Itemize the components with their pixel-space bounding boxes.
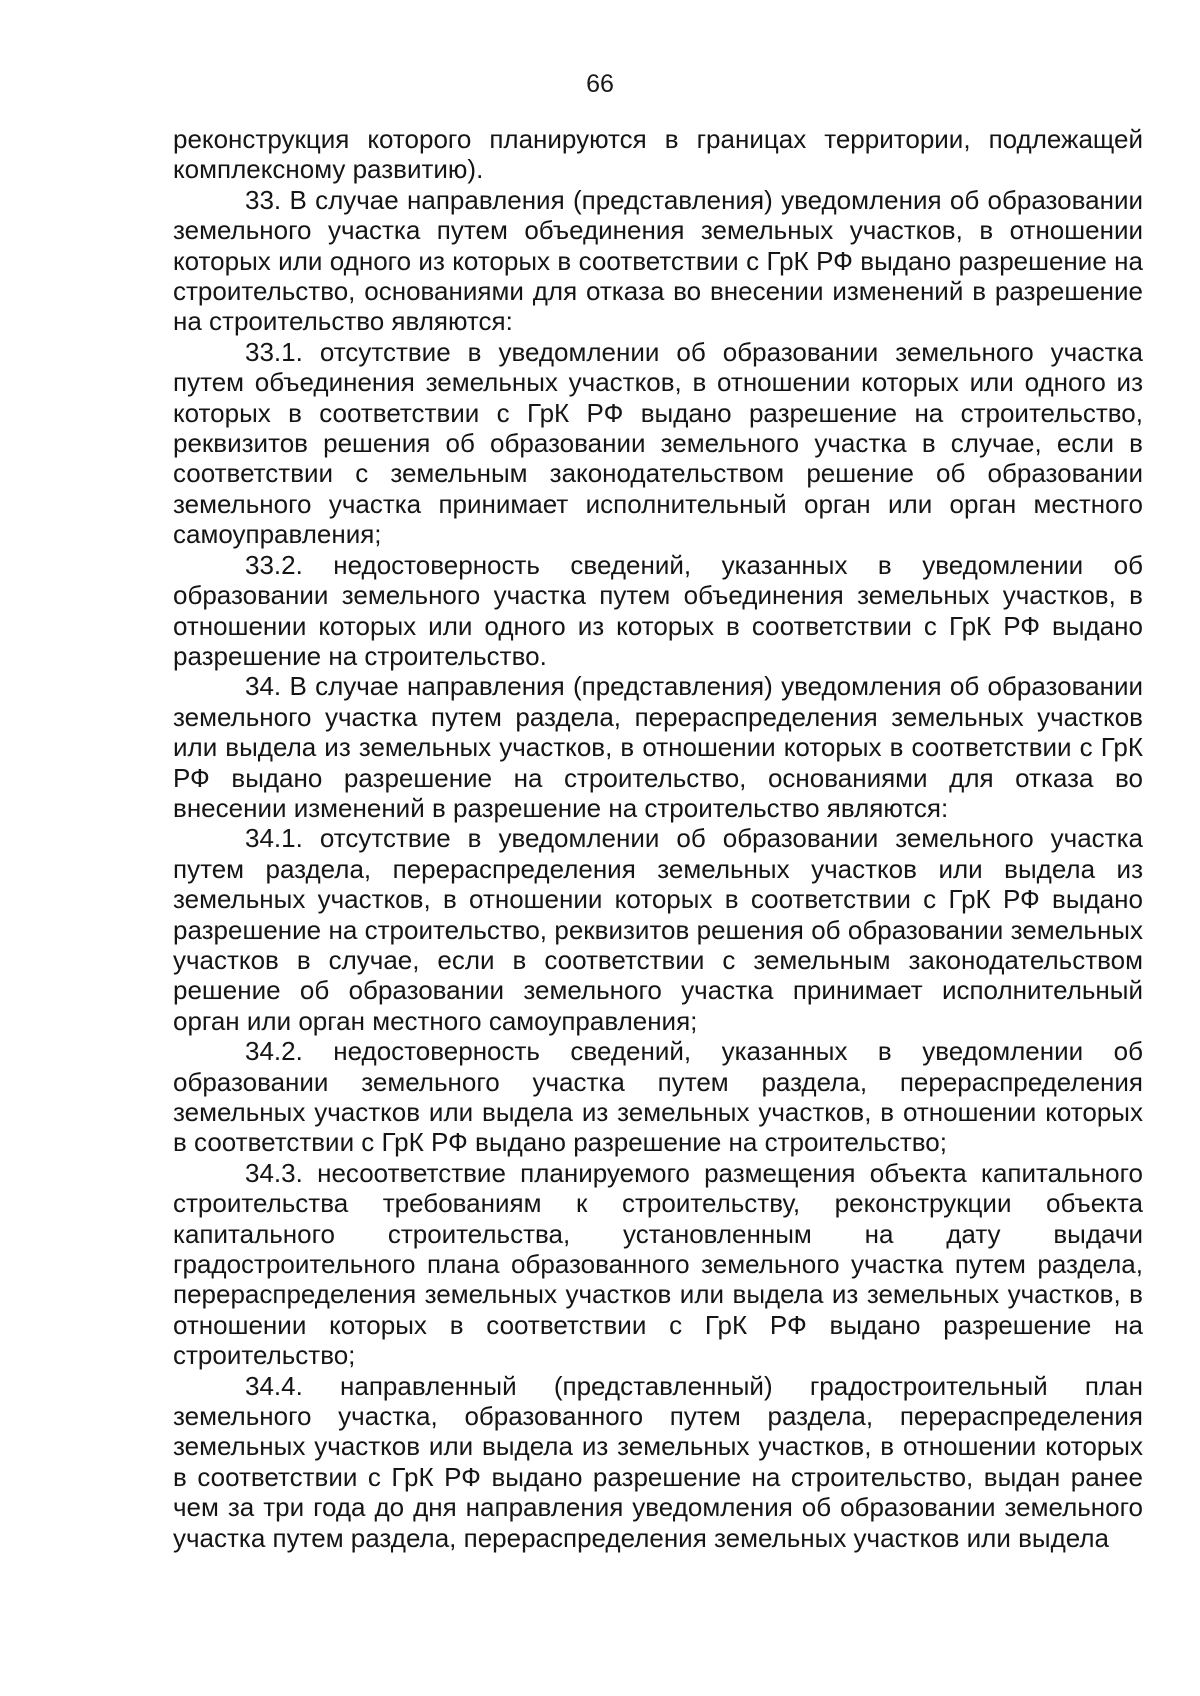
page-number: 66 — [586, 70, 614, 98]
paragraph-34-1: 34.1. отсутствие в уведомлении об образовании земельного участка путем раздела, перераспределения земельных участков или выдела из земельных участков, в отношении которых в соответствии с ГрК РФ выдано разрешение на строительство, реквизитов решения об образовании земельных участков в случае, если в соответствии с земельным законодательством решение об образовании земельного участка принимает исполнительный орган или орган местного самоуправления; — [173, 823, 1143, 1036]
paragraph-34-3: 34.3. несоответствие планируемого размещения объекта капитального строительства требованиям к строительству, реконструкции объекта капитального строительства, установленным на дату выдачи градостроительного плана образованного земельного участка путем раздела, перераспределения земельных участков или выдела из земельных участков, в отношении которых в соответствии с ГрК РФ выдано разрешение на строительство; — [173, 1157, 1143, 1371]
document-body — [173, 124, 1143, 1553]
paragraph-34: 34. В случае направления (представления) уведомления об образовании земельного участка путем раздела, перераспределения земельных участков или выдела из земельных участков, в отношении которых в соответствии с ГрК РФ выдано разрешение на строительство, основаниями для отказа во внесении изменений в разрешение на строительство являются: — [173, 671, 1143, 823]
paragraph-continuation: реконструкция которого планируются в границах территории, подлежащей комплексному развитию). — [173, 124, 1143, 185]
paragraph-33-2: 33.2. недостоверность сведений, указанных в уведомлении об образовании земельного участка путем объединения земельных участков, в отношении которых или одного из которых в соответствии с ГрК РФ выдано разрешение на строительство. — [173, 549, 1143, 671]
paragraph-33-1: 33.1. отсутствие в уведомлении об образовании земельного участка путем объединения земельных участков, в отношении которых или одного из которых в соответствии с ГрК РФ выдано разрешение на строительство, реквизитов решения об образовании земельного участка в случае, если в соответствии с земельным законодательством решение об образовании земельного участка принимает исполнительный орган или орган местного самоуправления; — [173, 336, 1143, 550]
paragraph-34-2: 34.2. недостоверность сведений, указанных в уведомлении об образовании земельного участка путем раздела, перераспределения земельных участков или выдела из земельных участков, в отношении которых в соответствии с ГрК РФ выдано разрешение на строительство; — [173, 1036, 1143, 1158]
paragraph-33: 33. В случае направления (представления) уведомления об образовании земельного участка путем объединения земельных участков, в отношении которых или одного из которых в соответствии с ГрК РФ выдано разрешение на строительство, основаниями для отказа во внесении изменений в разрешение на строительство являются: — [173, 184, 1143, 337]
paragraph-34-4: 34.4. направленный (представленный) градостроительный план земельного участка, образованного путем раздела, перераспределения земельных участков или выдела из земельных участков, в отношении которых в соответствии с ГрК РФ выдано разрешение на строительство, выдан ранее чем за три года до дня направления уведомления об образовании земельного участка путем раздела, перераспределения земельных участков или выдела — [173, 1370, 1143, 1553]
